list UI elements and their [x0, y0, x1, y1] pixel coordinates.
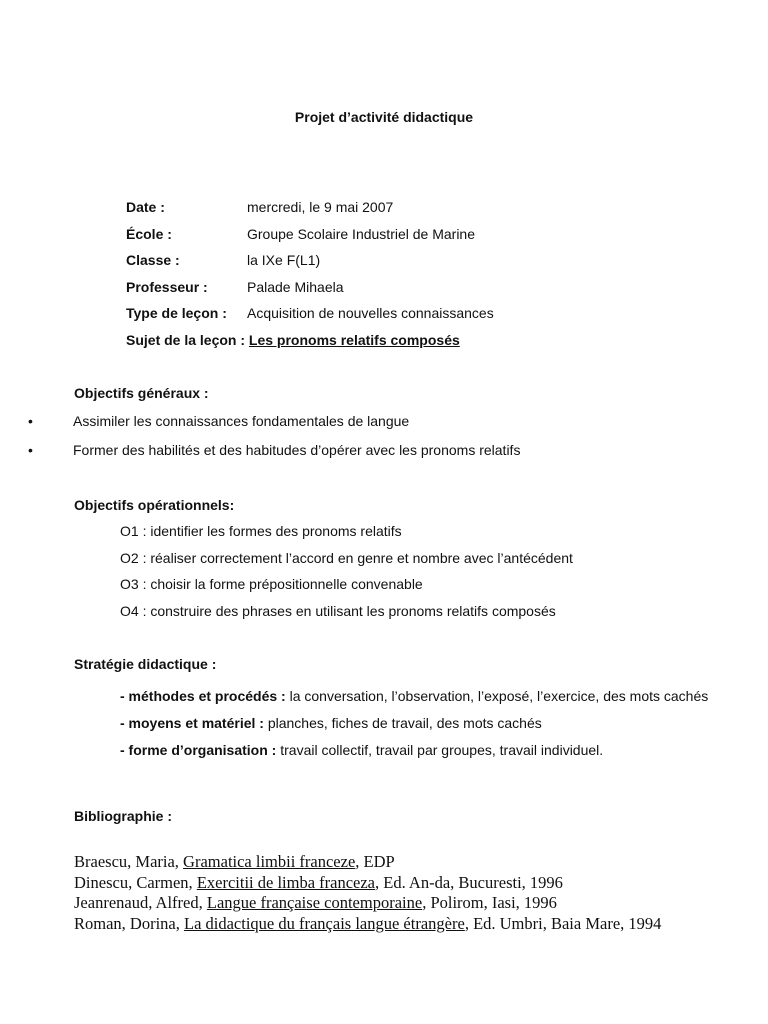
info-value: Acquisition de nouvelles connaissances [247, 305, 494, 322]
strategy-text: travail collectif, travail par groupes, travail individuel. [276, 742, 604, 758]
info-label: Type de leçon : [126, 305, 227, 322]
bibliography-entry [74, 852, 714, 873]
list-item: O3 : choisir la forme prépositionnelle convenable [120, 576, 423, 593]
bibliography-heading: Bibliographie : [74, 808, 172, 824]
bullet-icon: • [28, 413, 33, 429]
entry-details: , Ed. An-da, Bucuresti, 1996 [375, 872, 563, 892]
info-label: Sujet de la leçon : [126, 331, 246, 348]
strategy-text: la conversation, l’observation, l’exposé, l’exercice, des mots cachés [285, 688, 709, 704]
bibliography-entry [74, 873, 714, 894]
lesson-info [126, 198, 494, 358]
bibliography-entry [74, 914, 714, 935]
entry-work: Gramatica limbii franceze [183, 852, 356, 871]
entry-author: Braescu, Maria, [74, 852, 184, 871]
entry-details: , Polirom, Iasi, 1996 [422, 893, 557, 912]
general-objectives-heading: Objectifs généraux : [74, 385, 209, 401]
strategy-heading: Stratégie didactique : [74, 656, 217, 672]
entry-work: Exercitii de limba franceza [196, 872, 376, 892]
bibliography-entry [74, 893, 714, 914]
strategy-list [120, 683, 710, 764]
info-value: mercredi, le 9 mai 2007 [247, 199, 394, 215]
entry-details: , Ed. Umbri, Baia Mare, 1994 [464, 913, 662, 933]
entry-author: Jeanrenaud, Alfred, [74, 893, 207, 912]
list-item-text: Former des habilités et des habitudes d’opérer avec les pronoms relatifs [73, 442, 521, 458]
info-label: École : [126, 225, 172, 242]
info-value: Les pronoms relatifs composés [248, 331, 460, 348]
list-item: O4 : construire des phrases en utilisant les pronoms relatifs composés [120, 602, 556, 619]
strategy-label: - méthodes et procédés : [120, 688, 286, 704]
entry-author: Dinescu, Carmen, [74, 872, 197, 892]
strategy-text: planches, fiches de travail, des mots cachés [263, 715, 542, 731]
entry-details: , EDP [355, 852, 395, 871]
info-row-date [126, 198, 494, 225]
info-row-lesson-type [126, 304, 494, 331]
list-item: O2 : réaliser correctement l’accord en genre et nombre avec l’antécédent [120, 549, 573, 566]
strategy-item [120, 710, 710, 737]
info-label: Professeur : [126, 278, 208, 295]
entry-work: La didactique du français langue étrangère [183, 913, 465, 933]
strategy-item [120, 737, 710, 764]
info-row-school [126, 225, 494, 252]
info-value: la IXe F(L1) [247, 252, 321, 269]
strategy-label: - moyens et matériel : [120, 715, 264, 731]
info-value: Palade Mihaela [247, 278, 344, 295]
document-title: Projet d’activité didactique [294, 109, 474, 125]
info-label: Classe : [126, 252, 180, 269]
entry-author: Roman, Dorina, [74, 913, 184, 933]
strategy-item [120, 683, 710, 710]
operational-objectives-list [120, 522, 573, 628]
list-item-text: Assimiler les connaissances fondamentales de langue [73, 413, 410, 429]
info-value: Groupe Scolaire Industriel de Marine [247, 225, 476, 242]
info-row-teacher [126, 278, 494, 305]
operational-objectives-heading: Objectifs opérationnels: [74, 497, 235, 513]
info-row-subject [126, 331, 494, 358]
strategy-label: - forme d’organisation : [120, 742, 277, 758]
info-row-class [126, 251, 494, 278]
bibliography-list [74, 852, 714, 934]
entry-work: Langue française contemporaine [206, 893, 423, 912]
info-label: Date : [126, 199, 165, 215]
list-item: O1 : identifier les formes des pronoms relatifs [120, 523, 402, 539]
bullet-icon: • [28, 442, 33, 458]
